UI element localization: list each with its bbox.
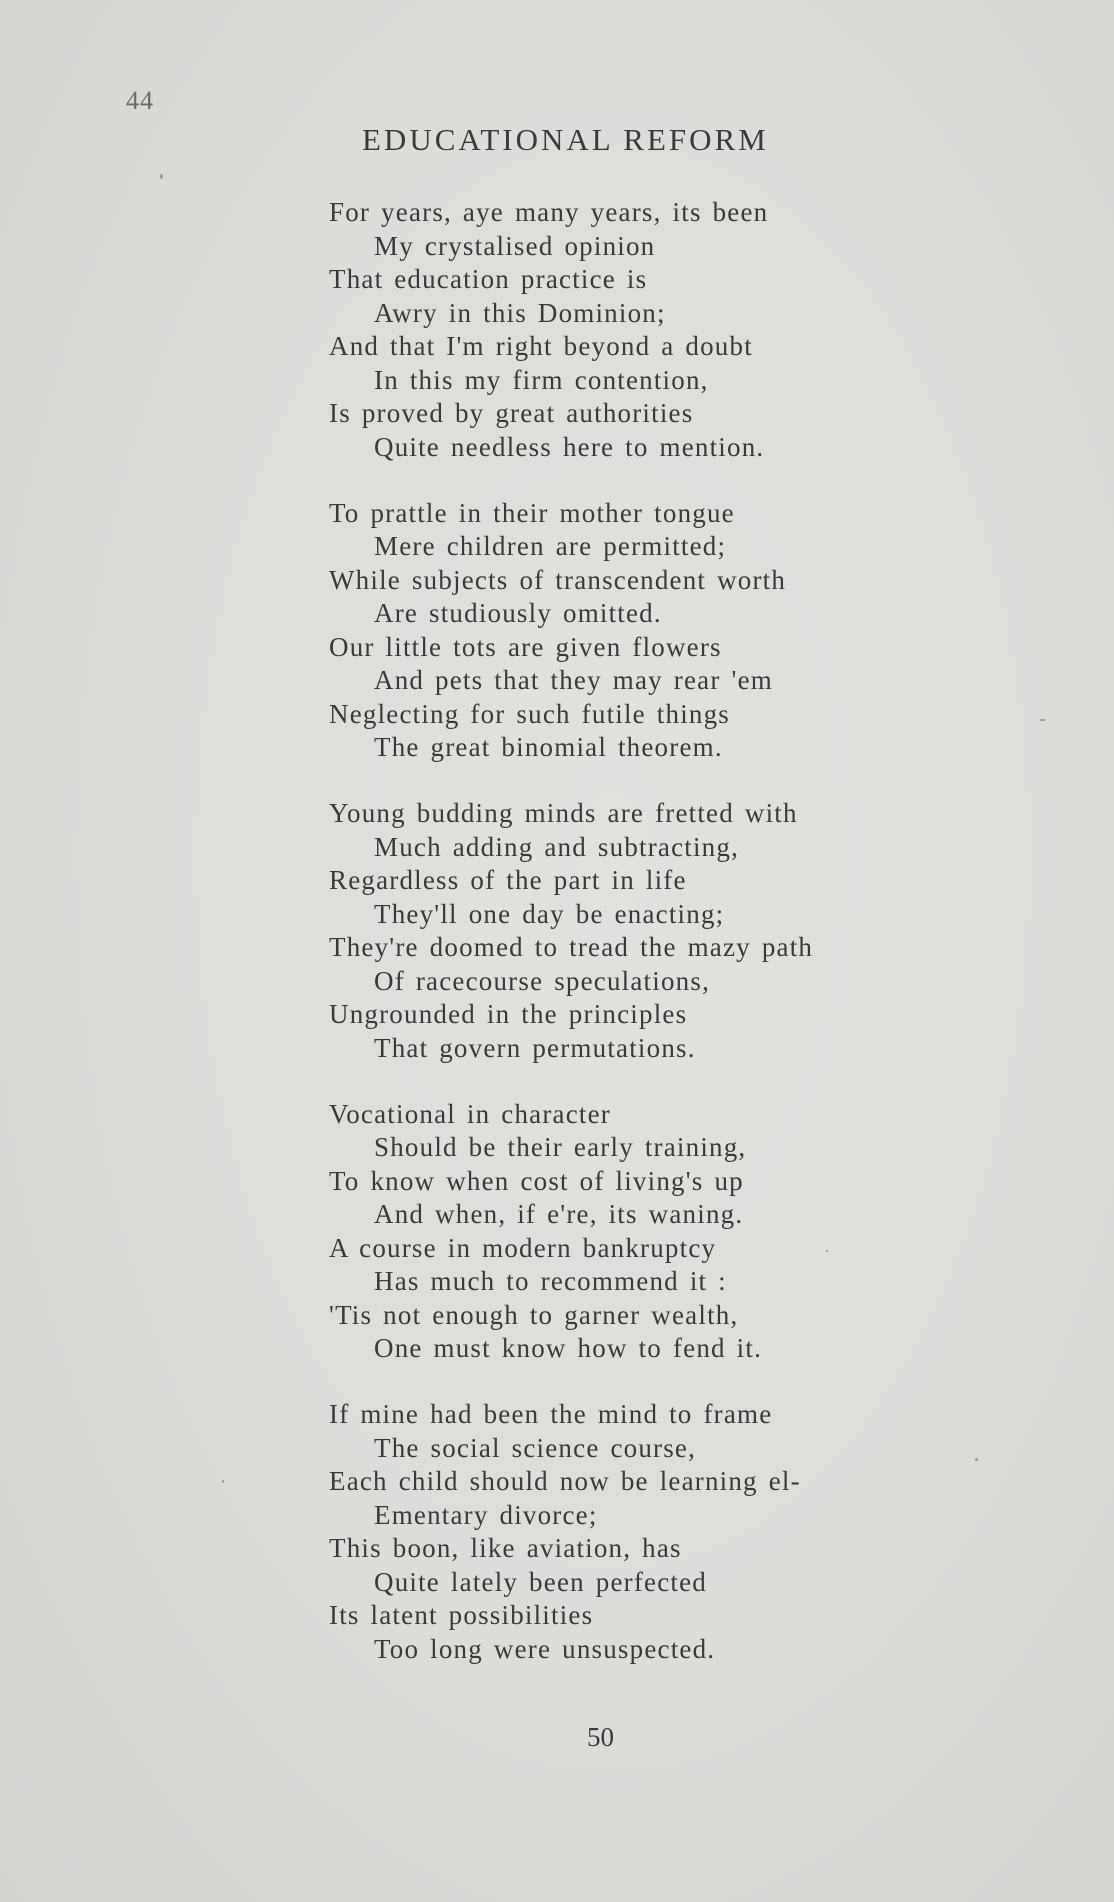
poem-line: Is proved by great authorities: [329, 398, 694, 428]
poem-line: One must know how to fend it.: [374, 1333, 763, 1363]
poem-line: This boon, like aviation, has: [329, 1533, 682, 1563]
stanza: [329, 196, 1089, 464]
top-page-number: 44: [126, 86, 154, 115]
poem-line: Mere children are permitted;: [374, 531, 727, 561]
poem-line: Awry in this Dominion;: [374, 297, 666, 328]
poem-line: Too long were unsuspected.: [374, 1633, 716, 1664]
poem-line: They're doomed to tread the mazy path: [329, 932, 814, 962]
stanza: [329, 1098, 1089, 1366]
poem-line: Our little tots are given flowers: [329, 631, 722, 662]
poem-line: Regardless of the part in life: [329, 865, 687, 895]
poem-line: Are studiously omitted.: [374, 598, 662, 628]
poem-line: Ungrounded in the principles: [329, 999, 688, 1029]
poem-line: That education practice is: [329, 264, 648, 294]
poem-line: Much adding and subtracting,: [374, 831, 740, 862]
poem-line: Neglecting for such futile things: [329, 698, 731, 729]
stanza: [329, 797, 1089, 1065]
poem-line: Its latent possibilities: [329, 1600, 594, 1630]
poem-line: The great binomial theorem.: [374, 732, 723, 762]
poem-line: Should be their early training,: [374, 1132, 747, 1162]
poem-line: Young budding minds are fretted with: [329, 798, 798, 828]
poem-line: They'll one day be enacting;: [374, 898, 725, 929]
poem-body: [329, 196, 1089, 1699]
poem-line: Ementary divorce;: [374, 1499, 598, 1530]
poem-line: Vocational in character: [329, 1098, 611, 1129]
bottom-page-number: 50: [587, 1722, 614, 1752]
paper-speck: [826, 1250, 828, 1252]
poem-line: 'Tis not enough to garner wealth,: [329, 1299, 739, 1330]
poem-line: Of racecourse speculations,: [374, 965, 711, 996]
poem-line: And that I'm right beyond a doubt: [329, 331, 753, 361]
poem-line: And when, if e're, its waning.: [374, 1199, 744, 1229]
paper-speck: [160, 174, 163, 179]
poem-line: Each child should now be learning el-: [329, 1466, 801, 1496]
stanza: [329, 1398, 1089, 1666]
poem-line: That govern permutations.: [374, 1032, 696, 1063]
poem-line: While subjects of transcendent worth: [329, 564, 787, 595]
poem-line: And pets that they may rear 'em: [374, 665, 773, 695]
paper-speck: [1040, 719, 1045, 721]
poem-line: If mine had been the mind to frame: [329, 1399, 773, 1429]
poem-line: To know when cost of living's up: [329, 1165, 744, 1196]
poem-line: Quite needless here to mention.: [374, 431, 765, 462]
poem-line: Has much to recommend it :: [374, 1266, 727, 1296]
poem-line: My crystalised opinion: [374, 230, 656, 261]
stanza: [329, 497, 1089, 765]
paper-speck: [975, 1458, 978, 1461]
poem-line: Quite lately been perfected: [374, 1566, 707, 1597]
poem-line: To prattle in their mother tongue: [329, 497, 735, 528]
poem-line: In this my firm contention,: [374, 364, 709, 395]
poem-line: The social science course,: [374, 1432, 697, 1463]
poem-title: EDUCATIONAL REFORM: [362, 122, 769, 157]
poem-line: A course in modern bankruptcy: [329, 1232, 717, 1263]
poem-line: For years, aye many years, its been: [329, 197, 769, 227]
paper-speck: [222, 1480, 224, 1483]
